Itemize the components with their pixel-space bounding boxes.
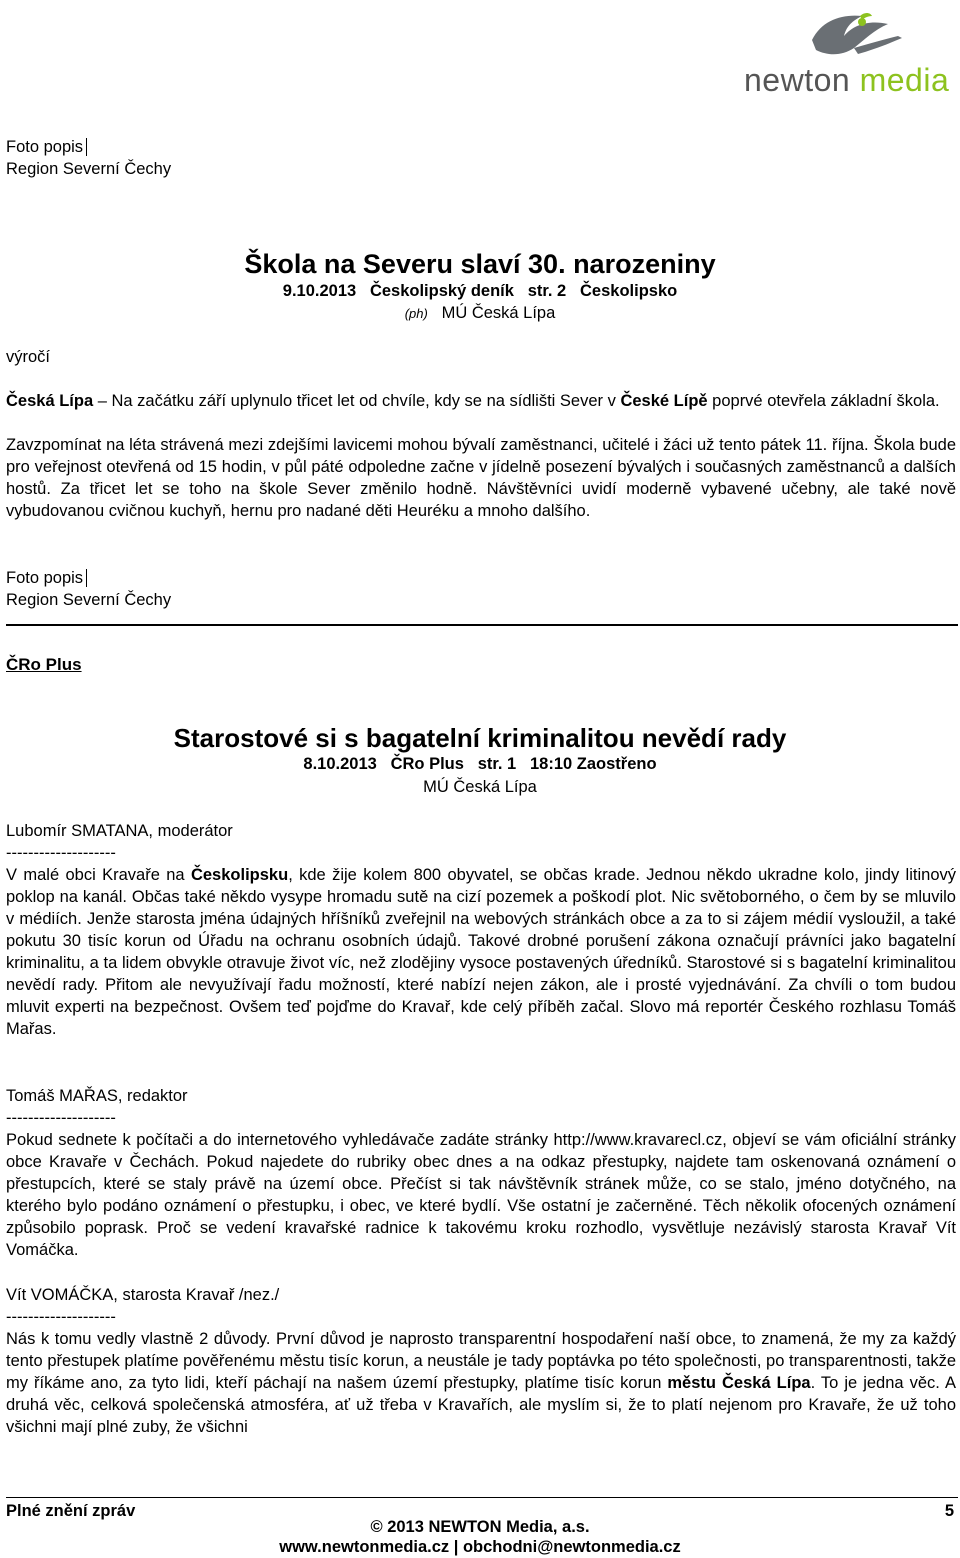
footer-contact: www.newtonmedia.cz | obchodni@newtonmedia.cz — [279, 1538, 681, 1556]
bold-place: Českolipsku — [190, 866, 289, 884]
article-source: ČRo Plus — [390, 755, 464, 773]
bird-logo-icon — [742, 10, 932, 66]
article-source-line — [110, 280, 850, 302]
article-place: MÚ Česká Lípa — [441, 304, 556, 322]
article-divider — [6, 624, 958, 626]
article-source: Českolipský deník — [369, 282, 514, 300]
speaker-label: Lubomír SMATANA, moderátor — [6, 822, 233, 840]
article-page: str. 2 — [527, 282, 567, 300]
logo-word-newton: newton — [744, 62, 851, 98]
photo-label: Foto popis — [6, 569, 84, 587]
article-title: Starostové si s bagatelní kriminalitou nevědí rady — [173, 723, 787, 753]
article-source-line — [110, 753, 850, 775]
photo-label: Foto popis — [6, 138, 84, 156]
article-section: Českolipsko — [580, 282, 678, 300]
end-region-label: Region Severní Čechy — [6, 591, 172, 609]
article-page: str. 1 — [477, 755, 517, 773]
photo-caption-label — [6, 136, 87, 158]
bold-place: České Lípě — [620, 392, 708, 410]
speaker-label: Vít VOMÁČKA, starosta Kravař /nez./ — [6, 1286, 280, 1304]
region-label: Region Severní Čechy — [6, 160, 172, 178]
bold-place: městu Česká Lípa — [667, 1374, 811, 1392]
page-number: 5 — [944, 1502, 954, 1520]
transcript-paragraph-3 — [6, 1328, 956, 1438]
logo-word-media: media — [859, 62, 950, 98]
footer-rule — [6, 1497, 958, 1498]
newton-media-logo — [742, 10, 950, 98]
article-paragraph-2: Zavzpomínat na léta strávená mezi zdejšími lavicemi mohou bývalí zaměstnanci, učitelé i žáci už tento pátek 11. října. Škola bude pro veřejnost otevřená od 15 hodin, v půl páté odpoledne začne v jídelně posezení bývalých i současných zaměstnanců a dalších hostů. Za třicet let se toho na škole Sever změnilo hodně. Návštěvníci uvidí moderně vybavené učebny, ale také nově vybudovanou cvičnou kuchyň, hernu pro nadané děti Heuréku a mnoho dalšího. — [6, 436, 956, 520]
speaker-divider: -------------------- — [6, 844, 116, 862]
paragraph-text: . To je jedna věc. A druhá věc, celková společenská atmosféra, ať už třeba v Kravařích, ale myslím si, že to platí nejenom pro Kravaře, že už toho všichni mají plné zuby, že všichni — [6, 1374, 956, 1436]
speaker-label: Tomáš MAŘAS, redaktor — [6, 1087, 188, 1105]
footer-copyright: © 2013 NEWTON Media, a.s. — [370, 1518, 590, 1536]
speaker-divider: -------------------- — [6, 1308, 116, 1326]
article-show: Zaostřeno — [576, 755, 657, 773]
paragraph-text: , kde žije kolem 800 obyvatel, se občas krade. Jednou někdo ukradne kolo, jindy litinový poklop na kanál. Občas také někdo vysype hromadu sutě na cizí pozemek a poškodí plot. Nic světoborného, o čem by se mluvilo v médiích. Jenže starosta jména údajných hříšníků zveřejnil na webových stránkách obce a za to si zájem médií vysloužil, a také pokutu 30 tisíc korun od Úřadu na ochranu osobních údajů. Takové drobné porušení zákona označují právníci jako bagatelní kriminalitu, a ta lidem obvykle otravuje život víc, než zlodějiny vysoce postavených úředníků. Starostové si s bagatelní kriminalitou nevědí rady. Přitom ale nevyužívají řadu možností, které nabízí nejen zákon, ale i prosté vyjednávání. Za chvíli o tom budou mluvit experti na bezpečnost. Ovšem teď pojďme do Kravař, kde celý příběh začal. Slovo má reportér Českého rozhlasu Tomáš Mařas. — [6, 866, 956, 1038]
article-time: 18:10 — [530, 755, 573, 773]
paragraph-text: poprvé otevřela základní škola. — [707, 392, 940, 410]
logo-wordmark — [744, 62, 949, 98]
transcript-paragraph-1 — [6, 864, 956, 1040]
footer-label: Plné znění zpráv — [6, 1502, 136, 1520]
article-date: 9.10.2013 — [282, 282, 357, 300]
article-paragraph-1 — [6, 390, 956, 412]
paragraph-text: Nás k tomu vedly vlastně 2 důvody. První důvod je naprosto transparentní hospodaření naší obce, to znamená, že my za každý tento přestupek platíme pověřenému městu tisíc korun, a neustále je tady poptávka po této společnosti, po transparentnosti, takže my říkáme ano, za tyto lidi, kteří páchají na našem území přestupky, platíme tisíc korun — [6, 1330, 956, 1392]
paragraph-text: V malé obci Kravaře na — [6, 866, 191, 884]
article-date: 8.10.2013 — [303, 755, 377, 773]
article-author-line — [110, 302, 850, 325]
source-heading: ČRo Plus — [6, 655, 82, 674]
speaker-divider: -------------------- — [6, 1109, 116, 1127]
article-title: Škola na Severu slaví 30. narozeniny — [244, 249, 716, 279]
lead-place: Česká Lípa — [6, 392, 94, 410]
end-photo-caption-label — [6, 567, 87, 589]
transcript-paragraph-2: Pokud sednete k počítači a do internetového vyhledávače zadáte stránky http://www.kravarecl.cz, objeví se vám oficiální stránky obce Kravaře v Čechách. Pokud najedete do rubriky obec dnes a na odkaz přestupky, najdete tam oskenovaná oznámení o přestupcích, které se staly právě na území obce. Přečíst si tak návštěvník stránek může, co se stalo, jméno dotyčného, na kterého bylo podáno oznámení o přestupku, i obec, ve které bydlí. Vše ostatní je začerněné. Těch několik ofocených oznámení způsobilo poprask. Proč se vedení kravařské radnice k takovému kroku rozhodlo, vysvětluje nezávislý starosta Kravař Vít Vomáčka. — [6, 1131, 956, 1259]
paragraph-text: – Na začátku září uplynulo třicet let od chvíle, kdy se na sídlišti Sever v — [93, 392, 621, 410]
article-author: (ph) — [404, 306, 428, 321]
article-keyword: výročí — [6, 348, 51, 366]
article-place: MÚ Česká Lípa — [423, 778, 537, 796]
